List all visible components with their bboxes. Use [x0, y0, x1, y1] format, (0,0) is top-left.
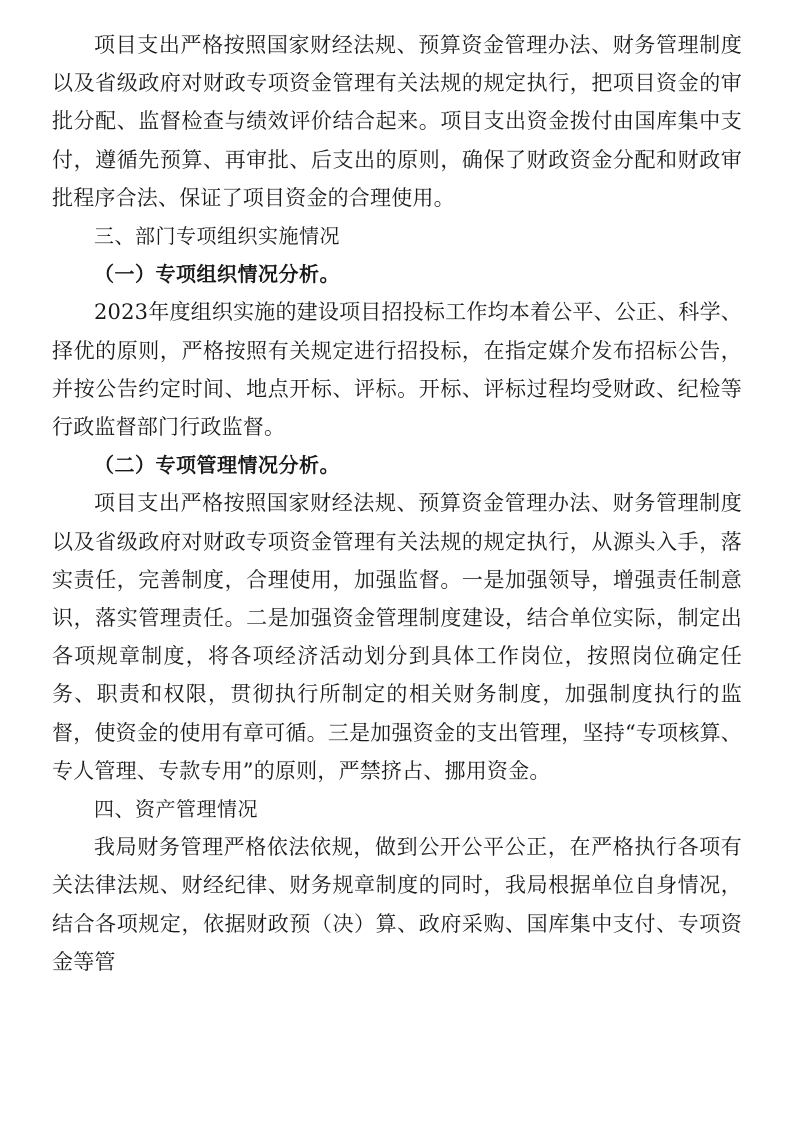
section-heading-special-projects: 三、部门专项组织实施情况	[94, 224, 340, 249]
paragraph-management: 项目支出严格按照国家财经法规、预算资金管理办法、财务管理制度以及省级政府对财政专项资金管理有关法规的规定执行，从源头入手，落实责任，完善制度，合理使用，加强监督。一是加强领导，增强责任制意识，落实管理责任。二是加强资金管理制度建设，结合单位实际，制定出各项规章制度，将各项经济活动划分到具体工作岗位，按照岗位确定任务、职责和权限，贯彻执行所制定的相关财务制度，加强制度执行的监督，使资金的使用有章可循。三是加强资金的支出管理，坚持“专项核算、专人管理、专款专用”的原则，严禁挤占、挪用资金。	[52, 491, 742, 783]
paragraph-project-expenditure: 项目支出严格按照国家财经法规、预算资金管理办法、财务管理制度以及省级政府对财政专项资金管理有关法规的规定执行，把项目资金的审批分配、监督检查与绩效评价结合起来。项目支出资金拨付由国库集中支付，遵循先预算、再审批、后支出的原则，确保了财政资金分配和财政审批程序合法、保证了项目资金的合理使用。	[52, 33, 742, 210]
paragraph-asset-management: 我局财务管理严格依法依规，做到公开公平公正，在严格执行各项有关法律法规、财经纪律、财务规章制度的同时，我局根据单位自身情况，结合各项规定，依据财政预（决）算、政府采购、国库集中支付、专项资金等管	[52, 835, 742, 974]
subheading-management-analysis: （二）专项管理情况分析。	[94, 453, 340, 478]
document-page	[52, 26, 742, 981]
paragraph-bidding: 2023年度组织实施的建设项目招投标工作均本着公平、公正、科学、择优的原则，严格按照有关规定进行招投标，在指定媒介发布招标公告，并按公告约定时间、地点开标、评标。开标、评标过程均受财政、纪检等行政监督部门行政监督。	[52, 300, 742, 440]
subheading-organization-analysis: （一）专项组织情况分析。	[94, 262, 340, 287]
section-heading-asset-management: 四、资产管理情况	[94, 797, 258, 822]
